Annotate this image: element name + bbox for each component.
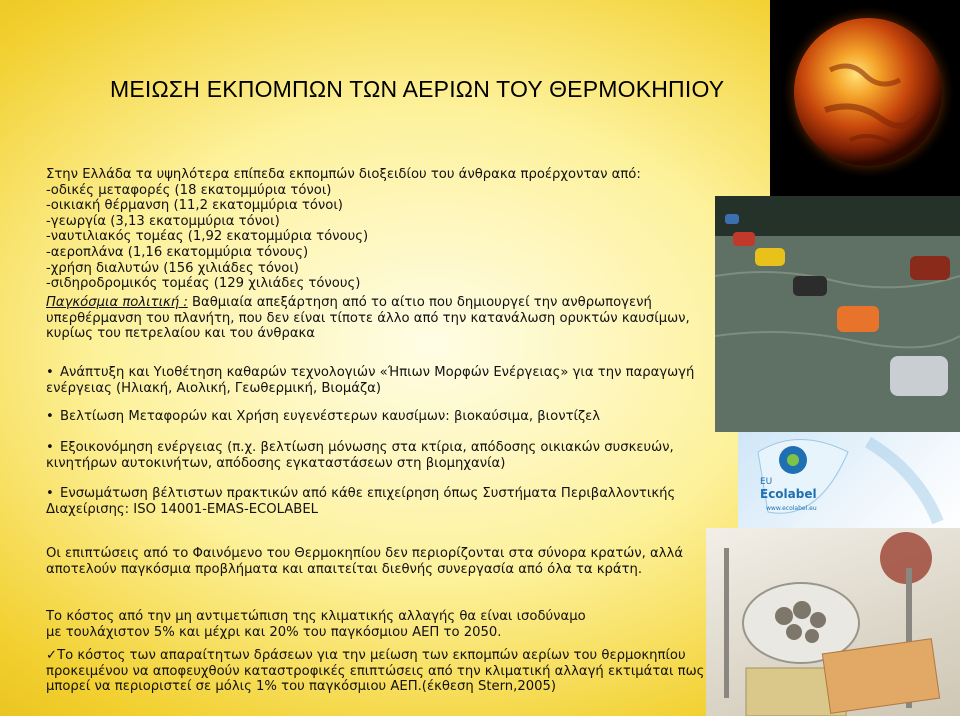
policy-block xyxy=(46,295,726,342)
bullet-item: • Βελτίωση Μεταφορών και Χρήση ευγενέστερων καυσίμων: βιοκαύσιμα, βιοντίζελ xyxy=(46,409,601,424)
cost-line: με τουλάχιστον 5% και μέχρι και 20% του παγκόσμιου ΑΕΠ το 2050. xyxy=(46,624,502,640)
ecolabel-logo xyxy=(738,432,960,528)
consequences-text: Οι επιπτώσεις από το Φαινόμενο του Θερμοκηπίου δεν περιορίζονται στα σύνορα κρατών, αλλά αποτελούν παγκόσμια προβλήματα και απαιτείται διεθνής συνεργασία από όλα τα κράτη. xyxy=(46,546,684,577)
page-title: ΜΕΙΩΣΗ ΕΚΠΟΜΠΩΝ ΤΩΝ ΑΕΡΙΩΝ ΤΟΥ ΘΕΡΜΟΚΗΠΙΟΥ xyxy=(110,76,725,102)
flooded-cars-image xyxy=(715,196,960,432)
car-icon xyxy=(733,232,755,246)
car-icon xyxy=(725,214,739,224)
intro-item: -γεωργία (3,13 εκατομμύρια τόνοι) xyxy=(46,213,280,229)
cost-line: Το κόστος από την μη αντιμετώπιση της κλιματικής αλλαγής θα είναι ισοδύναμο xyxy=(46,609,586,624)
car-icon xyxy=(910,256,950,280)
intro-lead: Στην Ελλάδα τα υψηλότερα επίπεδα εκπομπών διοξειδίου του άνθρακα προέρχονταν από: xyxy=(46,167,641,182)
bullet-item: • Ανάπτυξη και Υιοθέτηση καθαρών τεχνολογιών «Ήπιων Μορφών Ενέργειας» για την παραγωγή ενέργειας (Ηλιακή, Αιολική, Γεωθερμική, Βιομάζα) xyxy=(46,365,695,396)
check-icon: ✓ xyxy=(46,648,58,663)
policy-text: Βαθμιαία απεξάρτηση από το αίτιο που δημιουργεί την ανθρωπογενή υπερθέρμανση του πλανήτη, που δεν είναι τίποτε άλλο από την κατανάλωση ορυκτών καυσίμων, κυρίως του πετρελαίου και του άνθρακα xyxy=(46,295,690,342)
car-icon xyxy=(837,306,879,332)
intro-item: -ναυτιλιακός τομέας (1,92 εκατομμύρια τόνους) xyxy=(46,229,369,245)
burning-planet-image xyxy=(770,0,960,196)
ecolabel-eu-text: EU xyxy=(760,477,773,487)
intro-block xyxy=(46,167,726,292)
planet-icon xyxy=(770,0,960,196)
ecolabel-brand-text: Ecolabel xyxy=(760,487,817,501)
intro-item: -οδικές μεταφορές (18 εκατομμύρια τόνοι) xyxy=(46,182,332,198)
bullet-dot-icon: • xyxy=(46,409,54,424)
car-icon xyxy=(793,276,827,296)
policy-label: Παγκόσμια πολιτική : xyxy=(46,295,188,310)
car-icon xyxy=(890,356,948,396)
action-cost-block xyxy=(46,648,726,695)
action-cost-text: Το κόστος των απαραίτητων δράσεων για την μείωση των εκπομπών αερίων του θερμοκηπίου προκειμένου να αποφευχθούν καταστροφικές επιπτώσεις από την κλιματική αλλαγή εκτιμάται πως μπορεί να περιοριστεί σε μόλις 1% του παγκόσμιου ΑΕΠ.(έκθεση Stern,2005) xyxy=(46,648,705,695)
ecolabel-logo-image xyxy=(738,432,960,528)
cost-block xyxy=(46,609,726,640)
bullet-dot-icon: • xyxy=(46,365,54,380)
car-icon xyxy=(755,248,785,266)
bullet-item: • Εξοικονόμηση ενέργειας (π.χ. βελτίωση μόνωσης στα κτίρια, απόδοσης οικιακών συσκευών, κινητήρων αυτοκινήτων, απόδοσης εγκαταστάσεων στη βιομηχανία) xyxy=(46,440,674,471)
coins-and-banknotes-image xyxy=(706,528,960,716)
intro-item: -οικιακή θέρμανση (11,2 εκατομμύρια τόνοι) xyxy=(46,198,343,214)
intro-item: -αεροπλάνα (1,16 εκατομμύρια τόνους) xyxy=(46,244,309,260)
intro-item: -σιδηροδρομικός τομέας (129 χιλιάδες τόνους) xyxy=(46,276,361,292)
bullet-dot-icon: • xyxy=(46,440,54,455)
bullet-dot-icon: • xyxy=(46,486,54,501)
bullet-item: • Ενσωμάτωση βέλτιστων πρακτικών από κάθε επιχείρηση όπως Συστήματα Περιβαλλοντικής Διαχείρισης: ISO 14001-EMAS-ECOLABEL xyxy=(46,486,676,517)
ecolabel-url-text: www.ecolabel.eu xyxy=(766,505,817,512)
intro-item: -χρήση διαλυτών (156 χιλιάδες τόνοι) xyxy=(46,260,299,276)
